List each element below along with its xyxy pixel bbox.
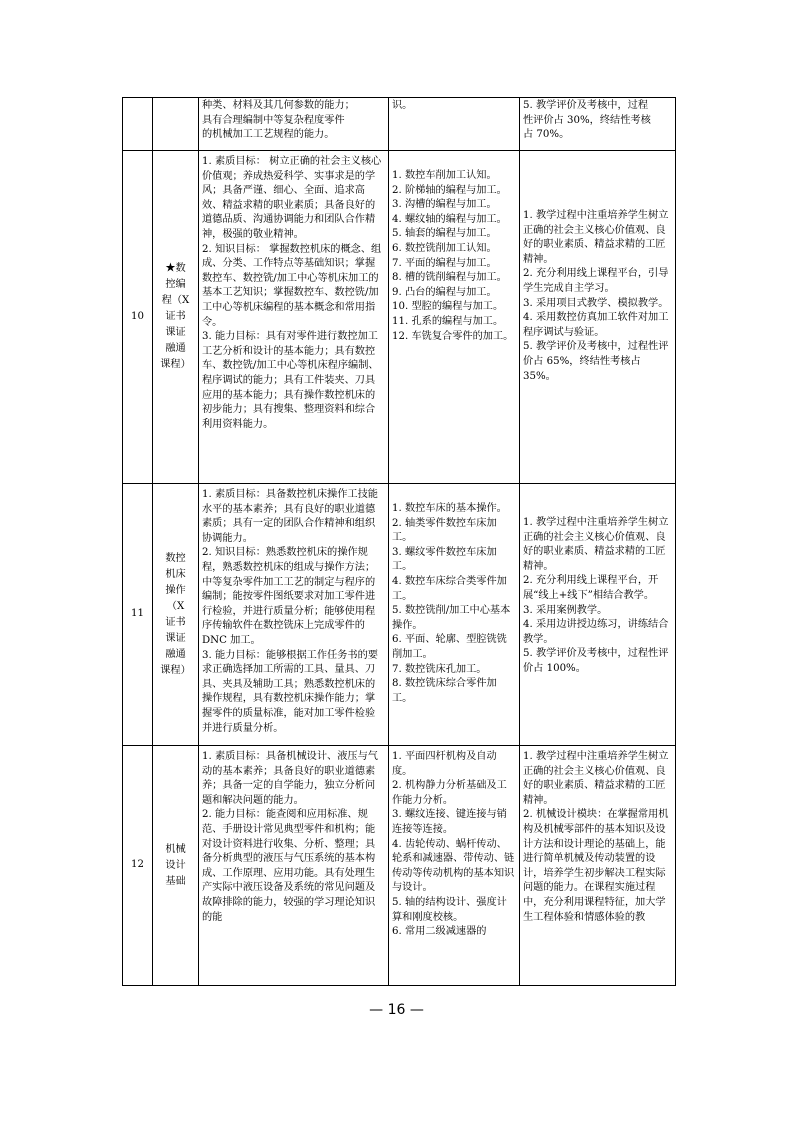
teaching-requirements: [520, 484, 676, 746]
requirement-item: 3. 采用项目式教学、模拟教学。: [523, 297, 669, 309]
requirement-item: 2. 机械设计模块：在掌握常用机构及机械零部件的基本知识及设计方法和设计理论的基础上，能进行简单机械及传动装置的设计，培养学生初步解决工程实际问题的能力。在课程实施过程中，充分利用课程特征，加大学生工程体验和情感体验的教: [523, 809, 669, 923]
course-content: [389, 151, 520, 484]
content-item: 2. 机构静力分析基础及工作能力分析。: [392, 780, 507, 806]
content-item: 2. 轴类零件数控车床加工。: [392, 517, 497, 544]
table-row: [123, 746, 676, 986]
requirement-item: 1. 教学过程中注重培养学生树立正确的社会主义核心价值观、良好的职业素质、精益求精的工匠精神。: [523, 210, 669, 265]
table-row: [123, 484, 676, 746]
course-name-line: 数控: [165, 552, 186, 564]
content-item: 1. 数控车削加工认知。: [392, 170, 497, 181]
content-item: 1. 平面四杆机构及自动度。: [392, 751, 497, 777]
course-goals: [199, 746, 389, 986]
goal-item: 2. 知识目标： 掌握数控机床的概念、组成、分类、工作特点等基础知识；掌握数控车、数控铣/加工中心等机床加工的基本工艺知识；掌握数控车、数控铣/加工中心等机床编程的基本概念和常用指令。: [202, 243, 382, 328]
content-item: 6. 数控铣削加工认知。: [392, 242, 497, 254]
course-name-line: 课证: [165, 327, 186, 338]
course-name-line: 融通: [165, 648, 186, 660]
course-name-line: 证书: [165, 616, 186, 628]
course-content: [389, 746, 520, 986]
row-number: 10: [123, 151, 153, 484]
course-name-line: 程（X: [161, 295, 190, 306]
requirement-item: 5. 教学评价及考核中，过程性评价占 100%。: [523, 648, 669, 674]
course-name-line: 设计: [165, 859, 186, 871]
course-name-line: 机床: [165, 568, 186, 580]
requirement-item: 2. 充分利用线上课程平台，开展“线上+线下”相结合教学。: [523, 575, 659, 601]
course-content: [389, 484, 520, 746]
course-goals: [199, 484, 389, 746]
content-item: 4. 数控车床综合类零件加工。: [392, 575, 507, 602]
requirement-item: 2. 充分利用线上课程平台，引导学生完成自主学习。: [523, 268, 669, 294]
content-item: 6. 平面、轮廓、型腔铣铣削加工。: [392, 634, 507, 660]
curriculum-table: [122, 97, 676, 986]
course-name-line: 控编: [165, 279, 186, 290]
course-name-line: （X: [166, 600, 185, 612]
content-item: 5. 轴套的编程与加工。: [392, 228, 497, 240]
course-name: [153, 98, 199, 151]
course-name-line: 基础: [165, 875, 186, 887]
goals-line: 具有合理编制中等复杂程度零件: [202, 114, 345, 126]
content-item: 5. 轴的结构设计、强度计算和刚度校核。: [392, 896, 507, 923]
page-number: — 16 —: [369, 1002, 424, 1018]
course-name: [153, 746, 199, 986]
goal-item: 3. 能力目标：能够根据工作任务书的要求正确选择加工所需的工具、量具、刀具、夹具及辅助工具；熟悉数控机床的操作规程，具有数控机床操作能力；掌握零件的质量标准，能对加工零件检验并进行质量分析。: [202, 649, 378, 734]
goals-line: 种类、材料及其几何参数的能力；: [202, 100, 355, 111]
table-row: [123, 151, 676, 484]
course-name: [153, 151, 199, 484]
content-item: 1. 数控车床的基本操作。: [392, 503, 507, 514]
course-content: [389, 98, 520, 151]
requirement-item: 3. 采用案例教学。: [523, 604, 608, 616]
row-number: [123, 98, 153, 151]
course-name-line: 课程）: [160, 359, 191, 370]
goals-line: 的机械加工工艺规程的能力。: [202, 129, 335, 141]
course-name-line: 证书: [165, 311, 186, 322]
requirement-item: 1. 教学过程中注重培养学生树立正确的社会主义核心价值观、良好的职业素质、精益求精的工匠精神。: [523, 517, 669, 572]
row-number: 12: [123, 746, 153, 986]
content-item: 5. 数控铣削/加工中心基本操作。: [392, 605, 511, 631]
requirement-item: 4. 采用数控仿真加工软件对加工程序调试与验证。: [523, 312, 669, 338]
content-item: 12. 车铣复合零件的加工。: [392, 330, 514, 342]
content-item: 6. 常用二级减速器的: [392, 926, 487, 938]
content-item: 3. 沟槽的编程与加工。: [392, 199, 497, 211]
table-row: [123, 98, 676, 151]
content-item: 8. 槽的铣削编程与加工。: [392, 272, 507, 284]
content-item: 7. 平面的编程与加工。: [392, 257, 497, 269]
course-goals: [199, 98, 389, 151]
content-item: 3. 螺纹零件数控车床加工。: [392, 546, 497, 573]
content-item: 10. 型腔的编程与加工。: [392, 301, 504, 313]
teaching-requirements: [520, 151, 676, 484]
content-item: 2. 阶梯轴的编程与加工。: [392, 184, 507, 196]
content-item: 3. 螺纹连接、键连接与销连接等连接。: [392, 809, 507, 835]
teaching-requirements: [520, 98, 676, 151]
goal-item: 1. 素质目标：具备机械设计、液压与气动的基本素养；具备良好的职业道德素养；具备一定的自学能力，独立分析问题和解决问题的能力。: [202, 751, 378, 806]
goal-item: 2. 知识目标：熟悉数控机床的操作规程，熟悉数控机床的组成与操作方法；中等复杂零件加工工艺的制定与程序的编制；能按零件图纸要求对加工零件进行检验，并进行质量分析；能够使用程序传输软件在数控铣床上完成零件的 DNC 加工。: [202, 547, 376, 646]
requirement-line: 5. 教学评价及考核中，过程: [523, 100, 649, 111]
requirement-line: 性评价占 30%，终结性考核: [523, 114, 651, 126]
course-name-line: 操作: [165, 584, 186, 596]
requirement-item: 5. 教学评价及考核中，过程性评价占 65%，终结性考核占 35%。: [523, 341, 669, 382]
teaching-requirements: [520, 746, 676, 986]
content-item: 7. 数控铣床孔加工。: [392, 663, 487, 675]
goal-item: 1. 素质目标： 树立正确的社会主义核心价值观；养成热爱科学、实事求是的学风；具备严谨、细心、全面、追求高效、精益求精的职业素质；具备良好的道德品质、沟通协调能力和团队合作精神，极强的敬业精神。: [202, 156, 382, 240]
course-name-line: 机械: [165, 843, 186, 855]
course-name-line: 课程）: [160, 664, 191, 676]
course-name: [153, 484, 199, 746]
course-name-line: 融通: [165, 343, 186, 354]
requirement-line: 占 70%。: [523, 129, 570, 141]
requirement-item: 4. 采用边讲授边练习，讲练结合教学。: [523, 619, 669, 645]
course-name-line: ★数: [165, 263, 186, 274]
goal-item: 2. 能力目标：能查阅和应用标准、规范、手册设计常见典型零件和机构；能对设计资料进行收集、分析、整理；具备分析典型的液压与气压系统的基本构成、工作原理、应用功能。具有处理生产实际中液压设备及系统的常见问题及故障排除的能力，较强的学习理论知识的能: [202, 809, 376, 923]
course-goals: [199, 151, 389, 484]
goal-item: 3. 能力目标：具有对零件进行数控加工工艺分析和设计的基本能力；具有数控车、数控铣/加工中心等机床程序编制、程序调试的能力；具有工件装夹、刀具应用的基本能力；具有操作数控机床的初步能力；具有搜集、整理资料和综合利用资料能力。: [202, 331, 379, 430]
course-name-line: 课证: [165, 632, 186, 644]
goal-item: 1. 素质目标：具备数控机床操作工技能水平的基本素养；具有良好的职业道德素质；具有一定的团队合作精神和组织协调能力。: [202, 489, 378, 544]
content-item: 4. 螺纹轴的编程与加工。: [392, 213, 507, 225]
content-item: 4. 齿轮传动、蜗杆传动、轮系和减速器、带传动、链传动等传动机构的基本知识与设计。: [392, 838, 515, 894]
requirement-item: 1. 教学过程中注重培养学生树立正确的社会主义核心价值观、良好的职业素质、精益求精的工匠精神。: [523, 751, 669, 806]
content-item: 识。: [392, 100, 413, 111]
row-number: 11: [123, 484, 153, 746]
content-item: 9. 凸台的编程与加工。: [392, 286, 497, 298]
content-item: 11. 孔系的编程与加工。: [392, 315, 504, 327]
content-item: 8. 数控铣床综合零件加工。: [392, 678, 497, 704]
